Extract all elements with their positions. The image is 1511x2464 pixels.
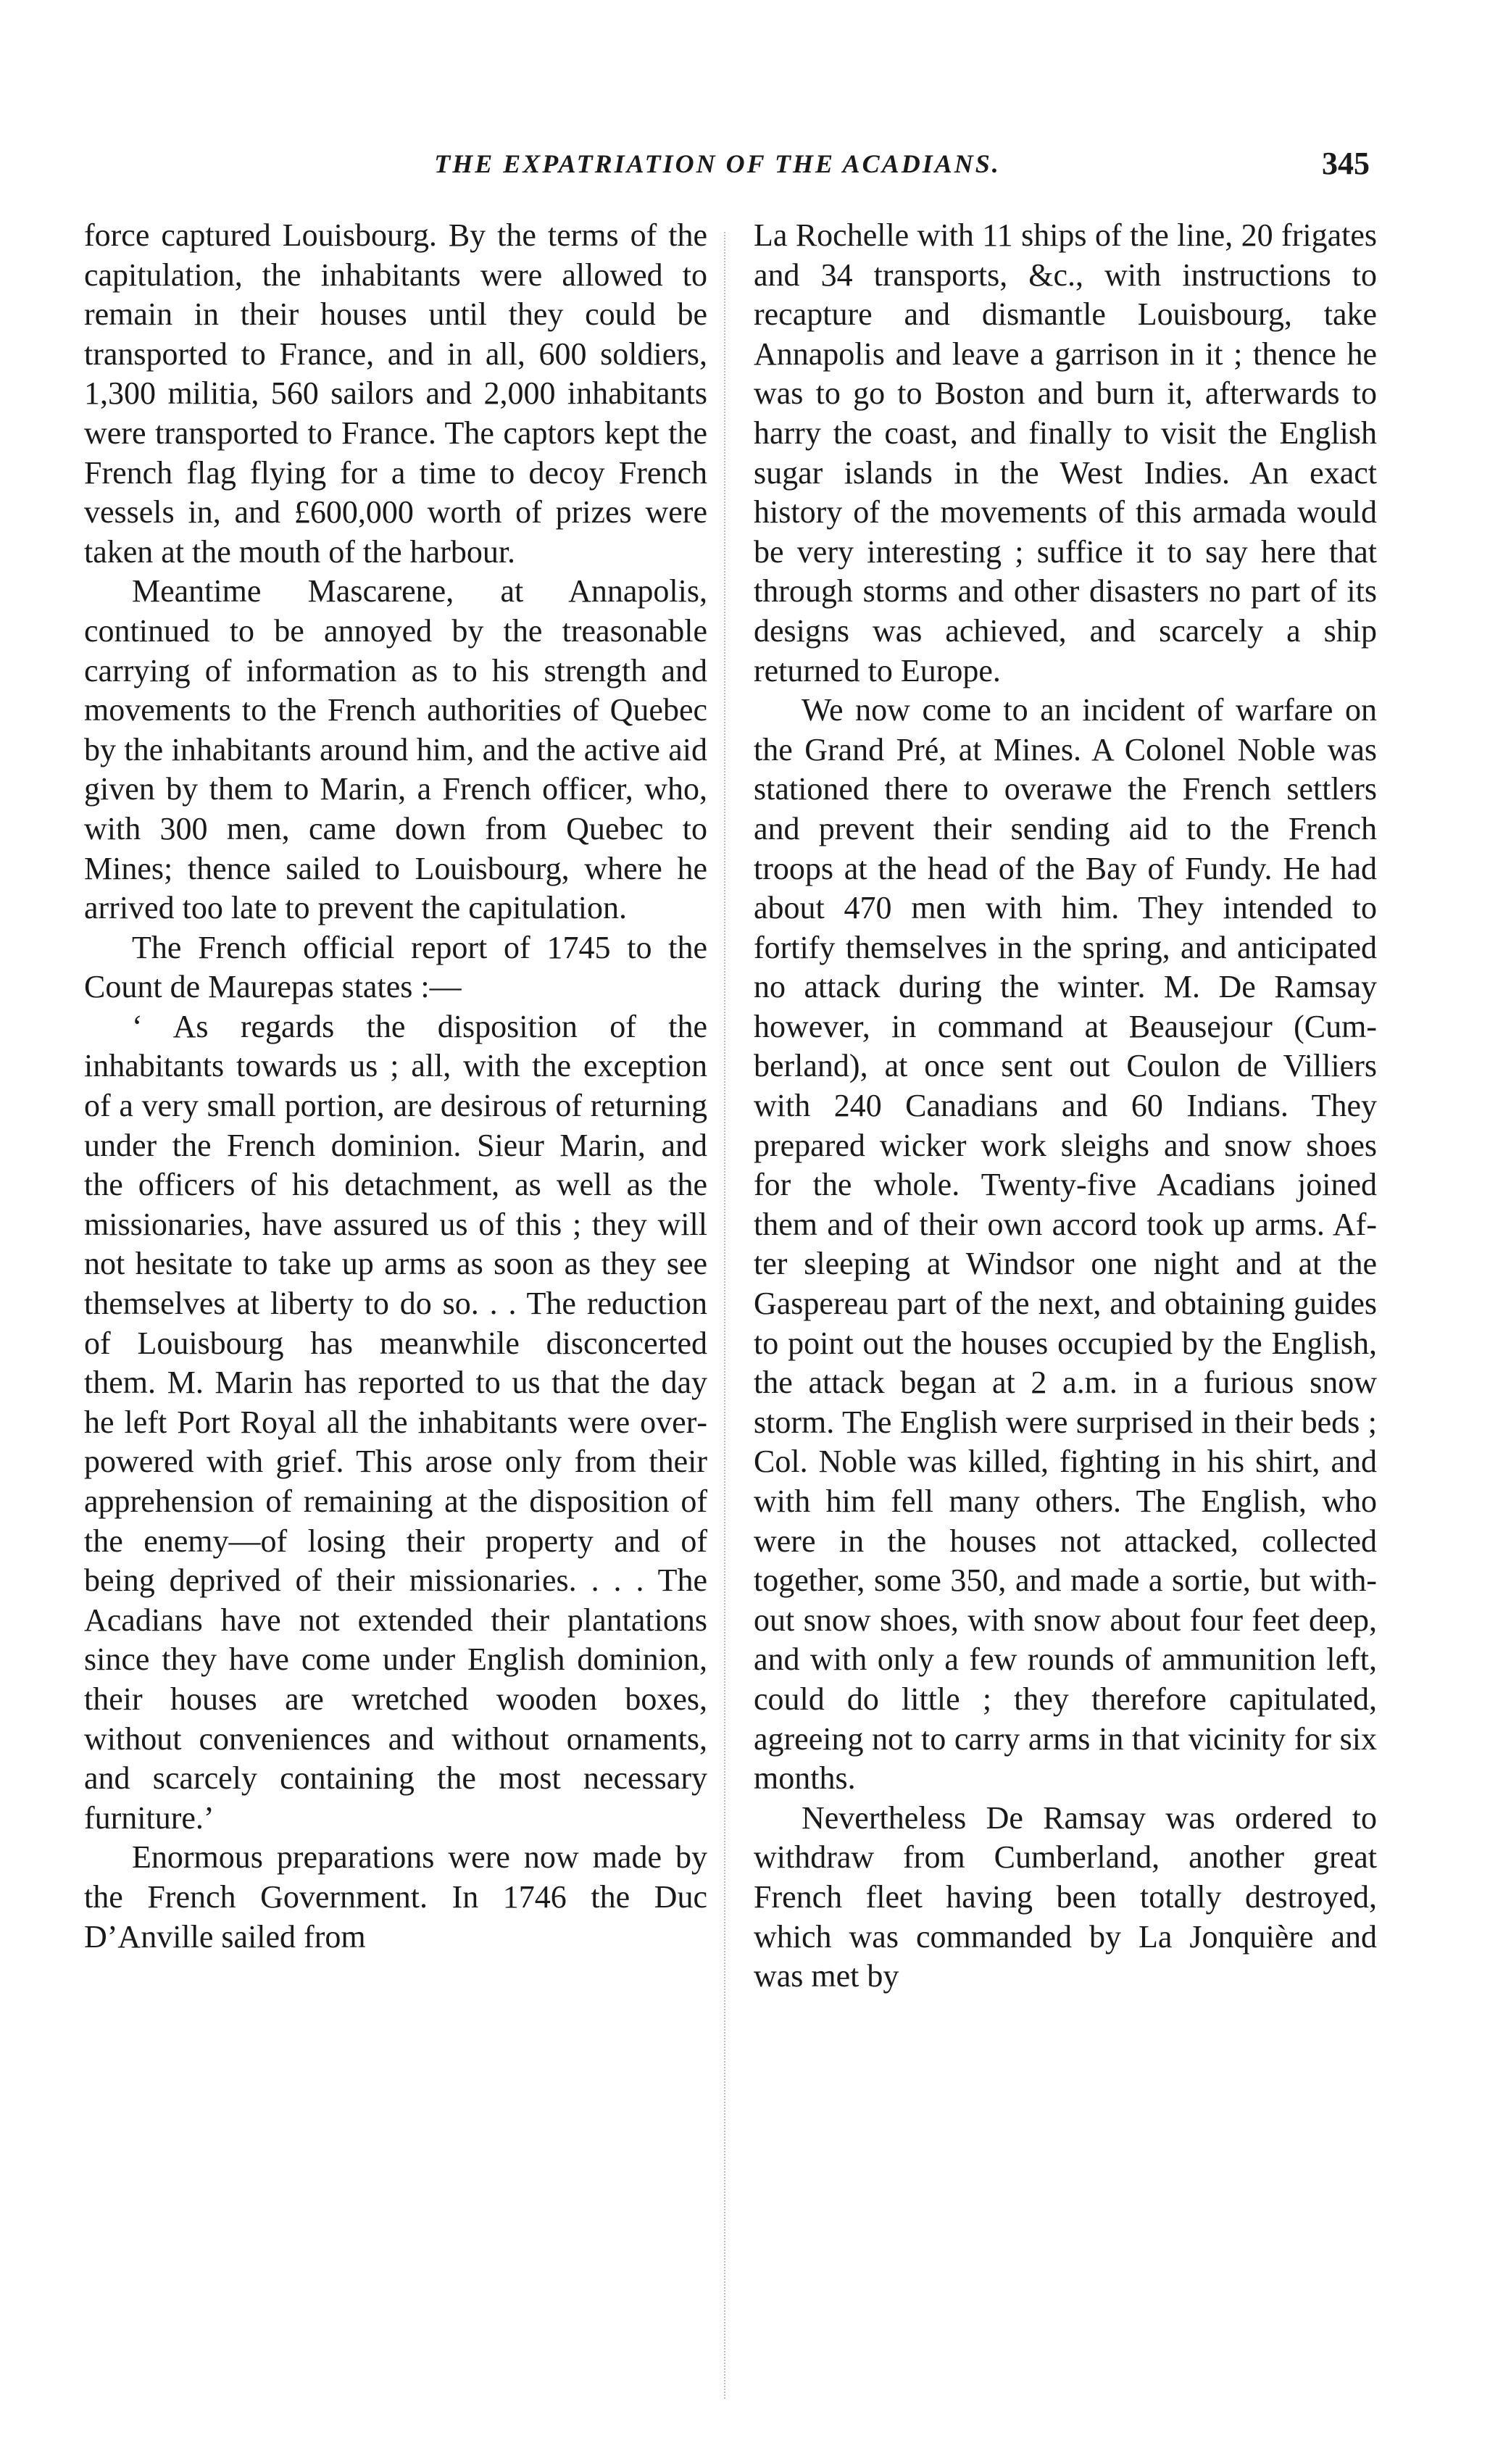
column-divider [724, 232, 725, 2399]
left-column [84, 216, 707, 1957]
running-head [0, 142, 1511, 186]
paragraph: La Rochelle with 11 ships of the line, 20 frigates and 34 transports, &c., with instructions to recapture and dismantle Louisbourg, take Annapolis and leave a garrison in it ; thence he was to go to Boston and burn it, afterwards to harry the coast, and finally to visit the English sugar islands in the West Indies. An exact history of the movements of this armada would be very interesting ; suffice it to say here that through storms and other disasters no part of its designs was achieved, and scarcely a ship returned to Europe. [754, 217, 1377, 688]
right-column [754, 216, 1377, 1997]
paragraph: Enormous preparations were now made by the French Government. In 1746 the Duc D’Anville sailed from [84, 1839, 707, 1955]
paragraph: The French official report of 1745 to the Count de Maurepas states :— [84, 929, 707, 1005]
running-title: THE EXPATRIATION OF THE ACADIANS. [434, 149, 1001, 178]
paragraph: We now come to an incident of warfare on the Grand Pré, at Mines. A Colonel Noble was stationed there to overawe the French settlers and prevent their sending aid to the French troops at the head of the Bay of Fundy. He had about 470 men with him. They intended to fortify themselves in the spring, and anticipated no attack during the winter. M. De Ramsay however, in command at Beausejour (Cumberland), at once sent out Coulon de Villiers with 240 Canadians and 60 Indians. They prepared wicker work sleighs and snow shoes for the whole. Twenty-five Acadians joined them and of their own accord took up arms. After sleeping at Windsor one night and at the Gaspereau part of the next, and obtaining guides to point out the houses occupied by the English, the attack began at 2 a.m. in a furious snow storm. The English were surprised in their beds ; Col. Noble was killed, fighting in his shirt, and with him fell many others. The English, who were in the houses not attacked, collected together, some 350, and made a sortie, but without snow shoes, with snow about four feet deep, and with only a few rounds of ammunition left, could do little ; they therefore capitulated, agreeing not to carry arms in that vicinity for six months. [754, 692, 1377, 1797]
quoted-paragraph: ‘ As regards the disposition of the inhabitants towards us ; all, with the exception of a very small portion, are desirous of returning under the French dominion. Sieur Marin, and the officers of his detachment, as well as the missionaries, have assured us of this ; they will not hesitate to take up arms as soon as they see themselves at liberty to do so. . . The reduction of Louisbourg has meanwhile disconcerted them. M. Marin has reported to us that the day he left Port Royal all the inhabitants were overpowered with grief. This arose only from their apprehension of remaining at the disposition of the enemy—of losing their property and of being deprived of their missionaries. . . . The Acadians have not extended their plantations since they have come under English dominion, their houses are wretched wooden boxes, without conveniences and without ornaments, and scarcely containing the most necessary furniture.’ [84, 1008, 707, 1836]
page-number: 345 [1322, 146, 1370, 181]
paragraph: Meantime Mascarene, at Annapolis, continued to be annoyed by the treasonable carrying of information as to his strength and movements to the French authorities of Quebec by the inhabitants around him, and the active aid given by them to Marin, a French officer, who, with 300 men, came down from Quebec to Mines; thence sailed to Louisbourg, where he arrived too late to prevent the capitulation. [84, 573, 707, 926]
paragraph: force captured Louisbourg. By the terms of the capitulation, the inhabitants were allowed to remain in their houses until they could be transported to France, and in all, 600 soldiers, 1,300 militia, 560 sailors and 2,000 inhabitants were transported to France. The captors kept the French flag flying for a time to decoy French vessels in, and £600,000 worth of prizes were taken at the mouth of the harbour. [84, 217, 707, 570]
paragraph: Nevertheless De Ramsay was ordered to withdraw from Cumberland, another great French fleet having been totally destroyed, which was commanded by La Jonquière and was met by [754, 1799, 1377, 1994]
